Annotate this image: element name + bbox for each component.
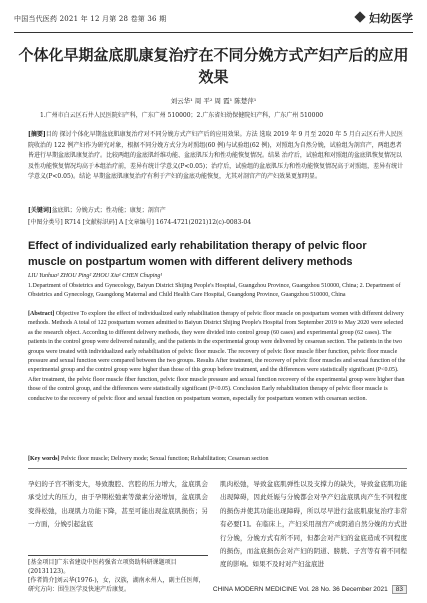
footnote-author: [作者简介]刘云华(1976-)，女，汉族，湖南永州人，副主任医师，研究方向：围生医学及快速产后康复。 bbox=[28, 577, 205, 593]
abstract-en-text: Objective To explore the effect of individualized early rehabilitation therapy of pelvic floor muscle on postpartum women with different delivery methods. Methods A total of 122 postpartum women admitted to Baiyun District Shijing People's Hospital from September 2019 to May 2020 were selected as the research object. According to different delivery methods, they were divided into control group (60 cases) and experimental group (62 cases). The patients in the control group were delivered naturally, and the patients in the experimental group were delivered by cesarean section. The patients in the two groups were treated with individualized early rehabilitation of pelvic floor muscle. The recovery of pelvic floor muscle fiber function, pelvic floor muscle pressure and sexual function were compared between the two groups. Results After treatment, the recovery of pelvic floor muscles and sexual function of the experimental group and the control group were higher than those of this group before treatment, and the differences were statistically significant (P<0.05). After treatment, the pelvic floor muscle fiber function, pelvic floor muscle pressure and sexual function recovery of the experimental group were higher than those of the control group, and the differences were statistically significant (P<0.05). Conclusion Early rehabilitation therapy of pelvic floor muscle is conducive to the recovery of pelvic floor and sexual function on postpartum women, especially for postpartum women with cesarean section. bbox=[28, 311, 406, 402]
abstract-cn bbox=[28, 130, 407, 183]
keywords-en-label: [Key words] bbox=[28, 456, 60, 462]
abstract-cn-label: [摘要] bbox=[28, 131, 46, 138]
body-column-right: 肌肉松弛，导致盆底肌弹性以及支撑力的缺失，导致盆底肌功能出现障碍，因此妊娠与分娩都会对孕产妇盆底肌肉产生不同程度的损伤并使其功能出现障碍，所以尽早进行盆底肌康复治疗非常有必要[1]。在临床上，产妇采用剖宫产或阴道自然分娩的方式进行分娩，分娩方式有所不同，但都会对产妇的盆底造成不同程度的损伤，而盆底损伤会对产妇的阴道、膀胱、子宫等有着不同程度的影响。如果不及时对产妇盆底进 bbox=[220, 480, 407, 569]
authors-en: LIU Yunhua¹ ZHOU Ping² ZHOU Xia¹ CHEN Chuping¹ bbox=[28, 273, 163, 279]
keywords-en-text: Pelvic floor muscle; Delivery mode; Sexual function; Rehabilitation; Cesarean section bbox=[61, 456, 269, 462]
footnote bbox=[28, 555, 208, 594]
page-footer bbox=[213, 585, 407, 594]
keywords-en bbox=[28, 455, 407, 464]
footnote-fund: [基金项目]广东省建设中医药强省立项资助科研课题项目(20131123)。 bbox=[28, 559, 177, 575]
affiliation-cn: 1.广州市白云区石井人民医院妇产科，广东广州 510000；2.广东省妇幼保健院妇产科，广东广州 510000 bbox=[40, 112, 324, 119]
journal-en: CHINA MODERN MEDICINE Vol. 28 No. 36 December 2021 bbox=[212, 586, 388, 593]
affiliation-en: 1.Department of Obstetrics and Gynecology, Baiyun District Shijing People's Hospital, Guangzhou Province, Guangzhou 510000, China; 2. Department of Obstetrics and Gynecology, Guangdong Maternal and Child Health Care Hospital, Guangdong Province, Guangzhou 510000, China bbox=[28, 283, 401, 299]
abstract-cn-text: 目的 探讨个体化早期盆底肌康复治疗对不同分娩方式产妇产后的应用效果。方法 选取 2019 年 9 月至 2020 年 5 月白云区石井人民医院收治的 122 例产妇作为研究对象，根据不同分娩方式分为对照组(60 例)与试验组(62 例)，对照组为自然分娩，试验组为剖宫产，两组患者皆进行早期盆底肌康复治疗。比较两组的盆底肌纤维功能、盆底肌压力和性功能恢复情况。结果 治疗后，试验组和对照组的盆底肌恢复情况以及性功能恢复情况均高于本组治疗前，差异有统计学意义(P<0.05)；治疗后，试验组的盆底肌压力和性功能恢复情况高于对照组，差异有统计学意义(P<0.05)。结论 早期盆底肌康复治疗有利于产妇的盆底功能恢复，尤其对剖宫产的产妇效果更加明显。 bbox=[28, 131, 404, 181]
english-title: Effect of individualized early rehabilitation therapy of pelvic floor muscle on postpartum women with different delivery methods bbox=[28, 240, 367, 268]
section-label bbox=[356, 10, 413, 26]
running-header bbox=[14, 8, 413, 33]
classification-cn: [中图分类号] R714 [文献标识码] A [文章编号] 1674-4721(2021)12(c)-0083-04 bbox=[28, 219, 252, 226]
abstract-en-label: [Abstract] bbox=[28, 311, 55, 317]
section-text: 妇幼医学 bbox=[369, 12, 413, 25]
authors-cn: 刘云华¹ 周 平² 周 霞¹ 陈楚萍¹ bbox=[170, 97, 257, 105]
diamond-icon bbox=[354, 11, 365, 22]
page-number: 83 bbox=[392, 585, 407, 594]
journal-info: 中国当代医药 2021 年 12 月第 28 卷第 36 期 bbox=[14, 15, 167, 23]
keywords-cn-label: [关键词] bbox=[28, 207, 52, 214]
body-column-left: 孕妇的子宫不断变大，导致腹腔、宫腔的压力增大，盆底肌会承受过大的压力，由于孕期松弛素等激素分泌增加，盆底肌会变得松弛，出现肌力功能下降，甚至可能出现盆底肌损伤；另一方面，分娩引起盆底 bbox=[28, 480, 208, 529]
abstract-en bbox=[28, 310, 407, 404]
keywords-cn bbox=[28, 206, 407, 217]
keywords-cn-text: 盆底肌；分娩方式；性功能；康复；剖宫产 bbox=[51, 207, 166, 214]
article-title: 个体化早期盆底肌康复治疗在不同分娩方式产妇产后的应用效果 bbox=[18, 46, 409, 86]
divider bbox=[28, 468, 407, 469]
